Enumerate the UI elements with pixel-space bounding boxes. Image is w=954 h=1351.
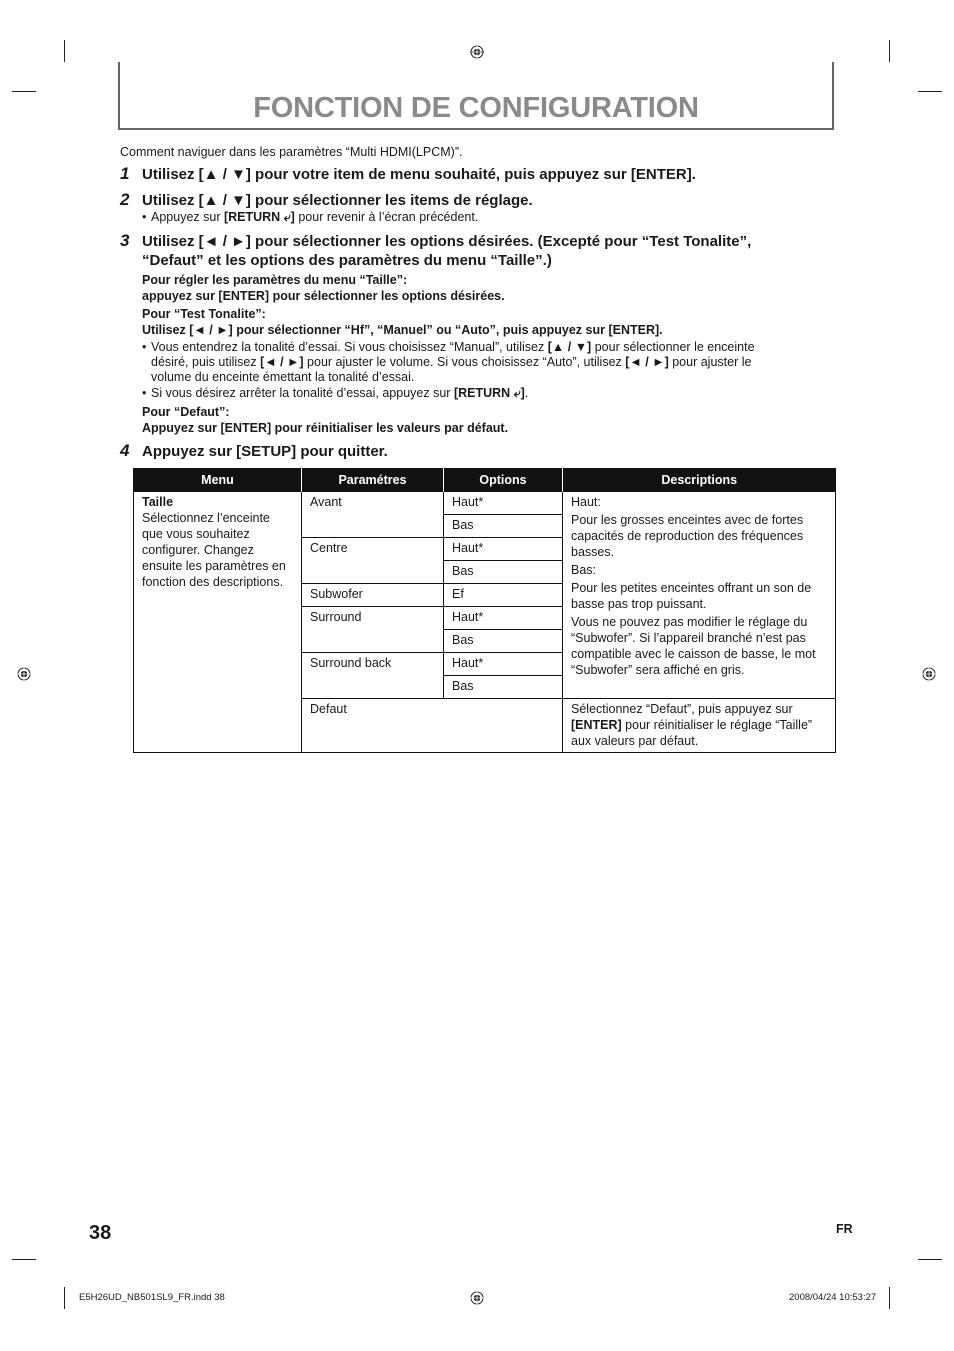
crop-mark xyxy=(918,1259,942,1260)
param-cell: Avant xyxy=(302,492,444,538)
step-text: Utilisez [▲ / ▼] pour sélectionner les items de réglage. xyxy=(142,192,533,209)
step-number: 1 xyxy=(120,164,130,183)
test-bullet-1 xyxy=(142,340,812,385)
crop-mark xyxy=(918,91,942,92)
taille-text: appuyez sur [ENTER] pour sélectionner les options désirées. xyxy=(142,289,505,303)
intro-text: Comment naviguer dans les paramètres “Multi HDMI(LPCM)”. xyxy=(120,145,463,159)
column-header: Options xyxy=(444,468,563,492)
bullet-dot: • xyxy=(142,340,147,354)
registration-mark-icon xyxy=(922,667,936,681)
description-cell xyxy=(563,492,836,699)
step-number: 3 xyxy=(120,231,130,250)
option-cell: Bas xyxy=(444,561,563,584)
bullet-dot: • xyxy=(142,386,147,400)
option-cell: Haut* xyxy=(444,538,563,561)
description-cell xyxy=(563,699,836,753)
description-line: Pour les petites enceintes offrant un son de basse pas trop puissant. xyxy=(571,581,812,611)
option-cell: Haut* xyxy=(444,653,563,676)
registration-mark-icon xyxy=(470,1291,484,1305)
table-row xyxy=(134,492,836,515)
step-text: Appuyez sur [SETUP] pour quitter. xyxy=(142,443,388,460)
column-header: Descriptions xyxy=(563,468,836,492)
crop-mark xyxy=(889,1287,890,1309)
description-line: Haut: xyxy=(571,495,601,509)
option-cell: Bas xyxy=(444,630,563,653)
crop-mark xyxy=(12,91,36,92)
description-line: Bas: xyxy=(571,563,597,577)
test-heading: Pour “Test Tonalite”: xyxy=(142,307,266,321)
option-cell: Bas xyxy=(444,676,563,699)
bullet-text: pour ajuster le volume. Si vous choisissez “Auto”, utilisez xyxy=(303,355,626,369)
page-number: 38 xyxy=(89,1222,112,1244)
menu-description: Sélectionnez l’enceinte que vous souhaitez configurer. Changez ensuite les paramètres en fonction des descriptions. xyxy=(142,511,286,589)
crop-mark xyxy=(12,1259,36,1260)
bullet-text: pour sélectionner le enceinte xyxy=(591,340,755,354)
option-cell: Bas xyxy=(444,515,563,538)
step-2-bullet xyxy=(142,210,812,225)
title-frame xyxy=(118,62,834,130)
test-bullet-2 xyxy=(142,386,812,401)
menu-cell xyxy=(134,492,302,753)
bullet-text: . xyxy=(524,386,529,400)
settings-table xyxy=(133,468,836,753)
footer-timestamp: 2008/04/24 10:53:27 xyxy=(789,1292,877,1303)
registration-mark-icon xyxy=(470,45,484,59)
page-title: FONCTION DE CONFIGURATION xyxy=(253,92,699,124)
return-key-label: [RETURN ⤶] xyxy=(453,386,525,400)
step-number: 4 xyxy=(120,441,130,460)
defaut-heading: Pour “Defaut”: xyxy=(142,405,230,419)
step-text-line-1: Utilisez [◄ / ►] pour sélectionner les options désirées. (Excepté pour “Test Tonalite”, xyxy=(142,233,752,250)
column-header: Paramétres xyxy=(302,468,444,492)
return-key-label: [RETURN ⤶] xyxy=(223,210,295,224)
option-cell: Ef xyxy=(444,584,563,607)
crop-mark xyxy=(64,40,65,62)
step-text: Utilisez [▲ / ▼] pour votre item de menu souhaité, puis appuyez sur [ENTER]. xyxy=(142,166,696,183)
key-label: [◄ / ►] xyxy=(625,355,669,369)
enter-key-label: [ENTER] xyxy=(571,718,622,732)
step-number: 2 xyxy=(120,190,130,209)
bullet-text: Appuyez sur xyxy=(151,210,224,224)
key-label: [◄ / ►] xyxy=(260,355,304,369)
param-cell: Centre xyxy=(302,538,444,584)
step-text-line-2: “Defaut” et les options des paramètres du menu “Taille”.) xyxy=(142,252,552,269)
bullet-text: Si vous désirez arrêter la tonalité d’essai, appuyez sur xyxy=(151,386,454,400)
param-cell: Subwofer xyxy=(302,584,444,607)
menu-title: Taille xyxy=(142,495,174,509)
param-cell: Surround xyxy=(302,607,444,653)
option-cell: Haut* xyxy=(444,492,563,515)
param-cell: Surround back xyxy=(302,653,444,699)
defaut-text: Appuyez sur [ENTER] pour réinitialiser les valeurs par défaut. xyxy=(142,421,509,435)
bullet-text: désiré, puis utilisez xyxy=(151,355,261,369)
bullet-text: pour ajuster le xyxy=(668,355,752,369)
bullet-text: pour revenir à l’écran précédent. xyxy=(294,210,479,224)
registration-mark-icon xyxy=(17,667,31,681)
description-text: pour réinitialiser le réglage “Taille” aux valeurs par défaut. xyxy=(571,718,813,748)
param-cell: Defaut xyxy=(302,699,563,753)
option-cell: Haut* xyxy=(444,607,563,630)
description-line: Vous ne pouvez pas modifier le réglage du “Subwofer”. Si l’appareil branché n’est pas compatible avec le caisson de basse, le mot “Subwofer” sera affiché en gris. xyxy=(571,615,816,677)
description-line: Pour les grosses enceintes avec de fortes capacités de reproduction des fréquences basses. xyxy=(571,513,804,559)
test-text: Utilisez [◄ / ►] pour sélectionner “Hf”, “Manuel” ou “Auto”, puis appuyez sur [ENTER]. xyxy=(142,323,663,337)
table-header-row xyxy=(134,468,836,492)
column-header: Menu xyxy=(134,468,302,492)
bullet-dot: • xyxy=(142,210,147,224)
taille-heading: Pour régler les paramètres du menu “Taille”: xyxy=(142,273,408,287)
bullet-text: Vous entendrez la tonalité d’essai. Si vous choisissez “Manual”, utilisez xyxy=(151,340,548,354)
description-text: Sélectionnez “Defaut”, puis appuyez sur xyxy=(571,702,793,716)
crop-mark xyxy=(889,40,890,62)
key-label: [▲ / ▼] xyxy=(547,340,592,354)
bullet-text: volume du enceinte émettant la tonalité d’essai. xyxy=(151,370,415,384)
crop-mark xyxy=(64,1287,65,1309)
footer-file-info: E5H26UD_NB501SL9_FR.indd 38 xyxy=(79,1292,225,1303)
language-badge: FR xyxy=(836,1222,853,1236)
